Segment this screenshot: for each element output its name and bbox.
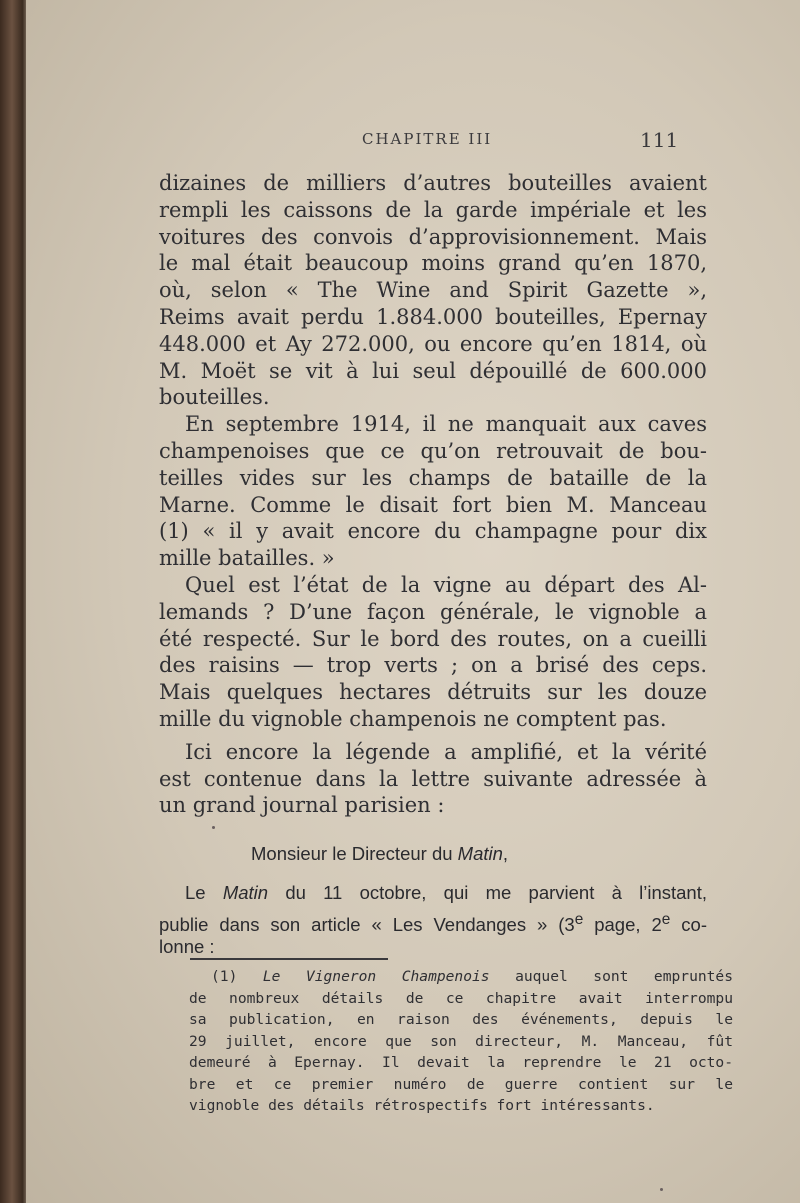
page-number: 111 xyxy=(640,128,679,152)
footnote-line: bre et ce premier numéro de guerre contient sur le xyxy=(189,1075,733,1093)
body-text xyxy=(159,170,707,960)
body-line: mille du vignoble champenois ne comptent pas. xyxy=(159,706,667,731)
footnote-line: (1) Le Vigneron Champenois auquel sont empruntés xyxy=(211,968,733,985)
footnote-line: de nombreux détails de ce chapitre avait interrompu xyxy=(189,989,733,1007)
letter-line: lonne : xyxy=(159,936,215,958)
letter-salutation: Monsieur le Directeur du Matin, xyxy=(251,843,509,865)
body-line: le mal était beaucoup moins grand qu’en 1870, xyxy=(159,251,707,276)
page-header xyxy=(362,130,782,158)
body-line: (1) « il y avait encore du champagne pour dix xyxy=(159,519,707,544)
paper-speck xyxy=(660,1188,663,1191)
body-line: Reims avait perdu 1.884.000 bouteilles, Epernay xyxy=(159,304,707,329)
footnote-rule xyxy=(190,958,388,960)
body-line: un grand journal parisien : xyxy=(159,793,445,818)
body-line: mille batailles. » xyxy=(159,546,335,571)
footnote-line: demeuré à Epernay. Il devait la reprendre le 21 octo- xyxy=(189,1054,733,1071)
body-line: est contenue dans la lettre suivante adressée à xyxy=(159,766,707,791)
body-line: des raisins — trop verts ; on a brisé des ceps. xyxy=(159,653,707,678)
body-line: dizaines de milliers d’autres bouteilles avaient xyxy=(159,171,707,195)
body-line: En septembre 1914, il ne manquait aux caves xyxy=(185,412,707,437)
body-line: champenoises que ce qu’on retrouvait de bou- xyxy=(159,438,707,463)
body-line: où, selon « The Wine and Spirit Gazette », xyxy=(159,278,707,303)
footnote-marker: (1) xyxy=(211,968,263,985)
footnote-line: vignoble des détails rétrospectifs fort intéressants. xyxy=(189,1097,655,1114)
body-line: lemands ? D’une façon générale, le vignoble a xyxy=(159,599,707,624)
letter-line: Le Matin du 11 octobre, qui me parvient à l’instant, xyxy=(185,882,708,904)
paper-speck xyxy=(212,826,215,829)
running-head: CHAPITRE III xyxy=(362,130,493,148)
body-line: teilles vides sur les champs de bataille de la xyxy=(159,465,707,490)
footnote-line: 29 juillet, encore que son directeur, M. Manceau, fût xyxy=(189,1032,733,1050)
footnote-line: sa publication, en raison des événements, depuis le xyxy=(189,1011,733,1028)
body-line: M. Moët se vit à lui seul dépouillé de 600.000 xyxy=(159,358,707,383)
letter-line: publie dans son article « Les Vendanges » (3e page, 2e co- xyxy=(159,911,707,936)
body-line: rempli les caissons de la garde impériale et les xyxy=(159,197,707,222)
footnote-title: Le Vigneron Champenois xyxy=(262,968,490,985)
quoted-letter xyxy=(159,841,707,960)
body-line: 448.000 et Ay 272.000, ou encore qu’en 1814, où xyxy=(159,331,707,356)
body-line: Quel est l’état de la vigne au départ des Al- xyxy=(185,572,707,597)
body-line: été respecté. Sur le bord des routes, on a cueilli xyxy=(159,626,707,651)
newspaper-title: Matin xyxy=(222,882,269,904)
body-line: bouteilles. xyxy=(159,385,270,410)
body-line: Marne. Comme le disait fort bien M. Manceau xyxy=(159,492,707,517)
body-line: Ici encore la légende a amplifié, et la vérité xyxy=(185,739,707,764)
footnote xyxy=(189,966,733,1117)
body-line: voitures des convois d’approvisionnement. Mais xyxy=(159,224,707,249)
body-line: Mais quelques hectares détruits sur les douze xyxy=(159,680,707,705)
newspaper-title: Matin xyxy=(457,843,503,865)
book-page xyxy=(26,0,800,1203)
